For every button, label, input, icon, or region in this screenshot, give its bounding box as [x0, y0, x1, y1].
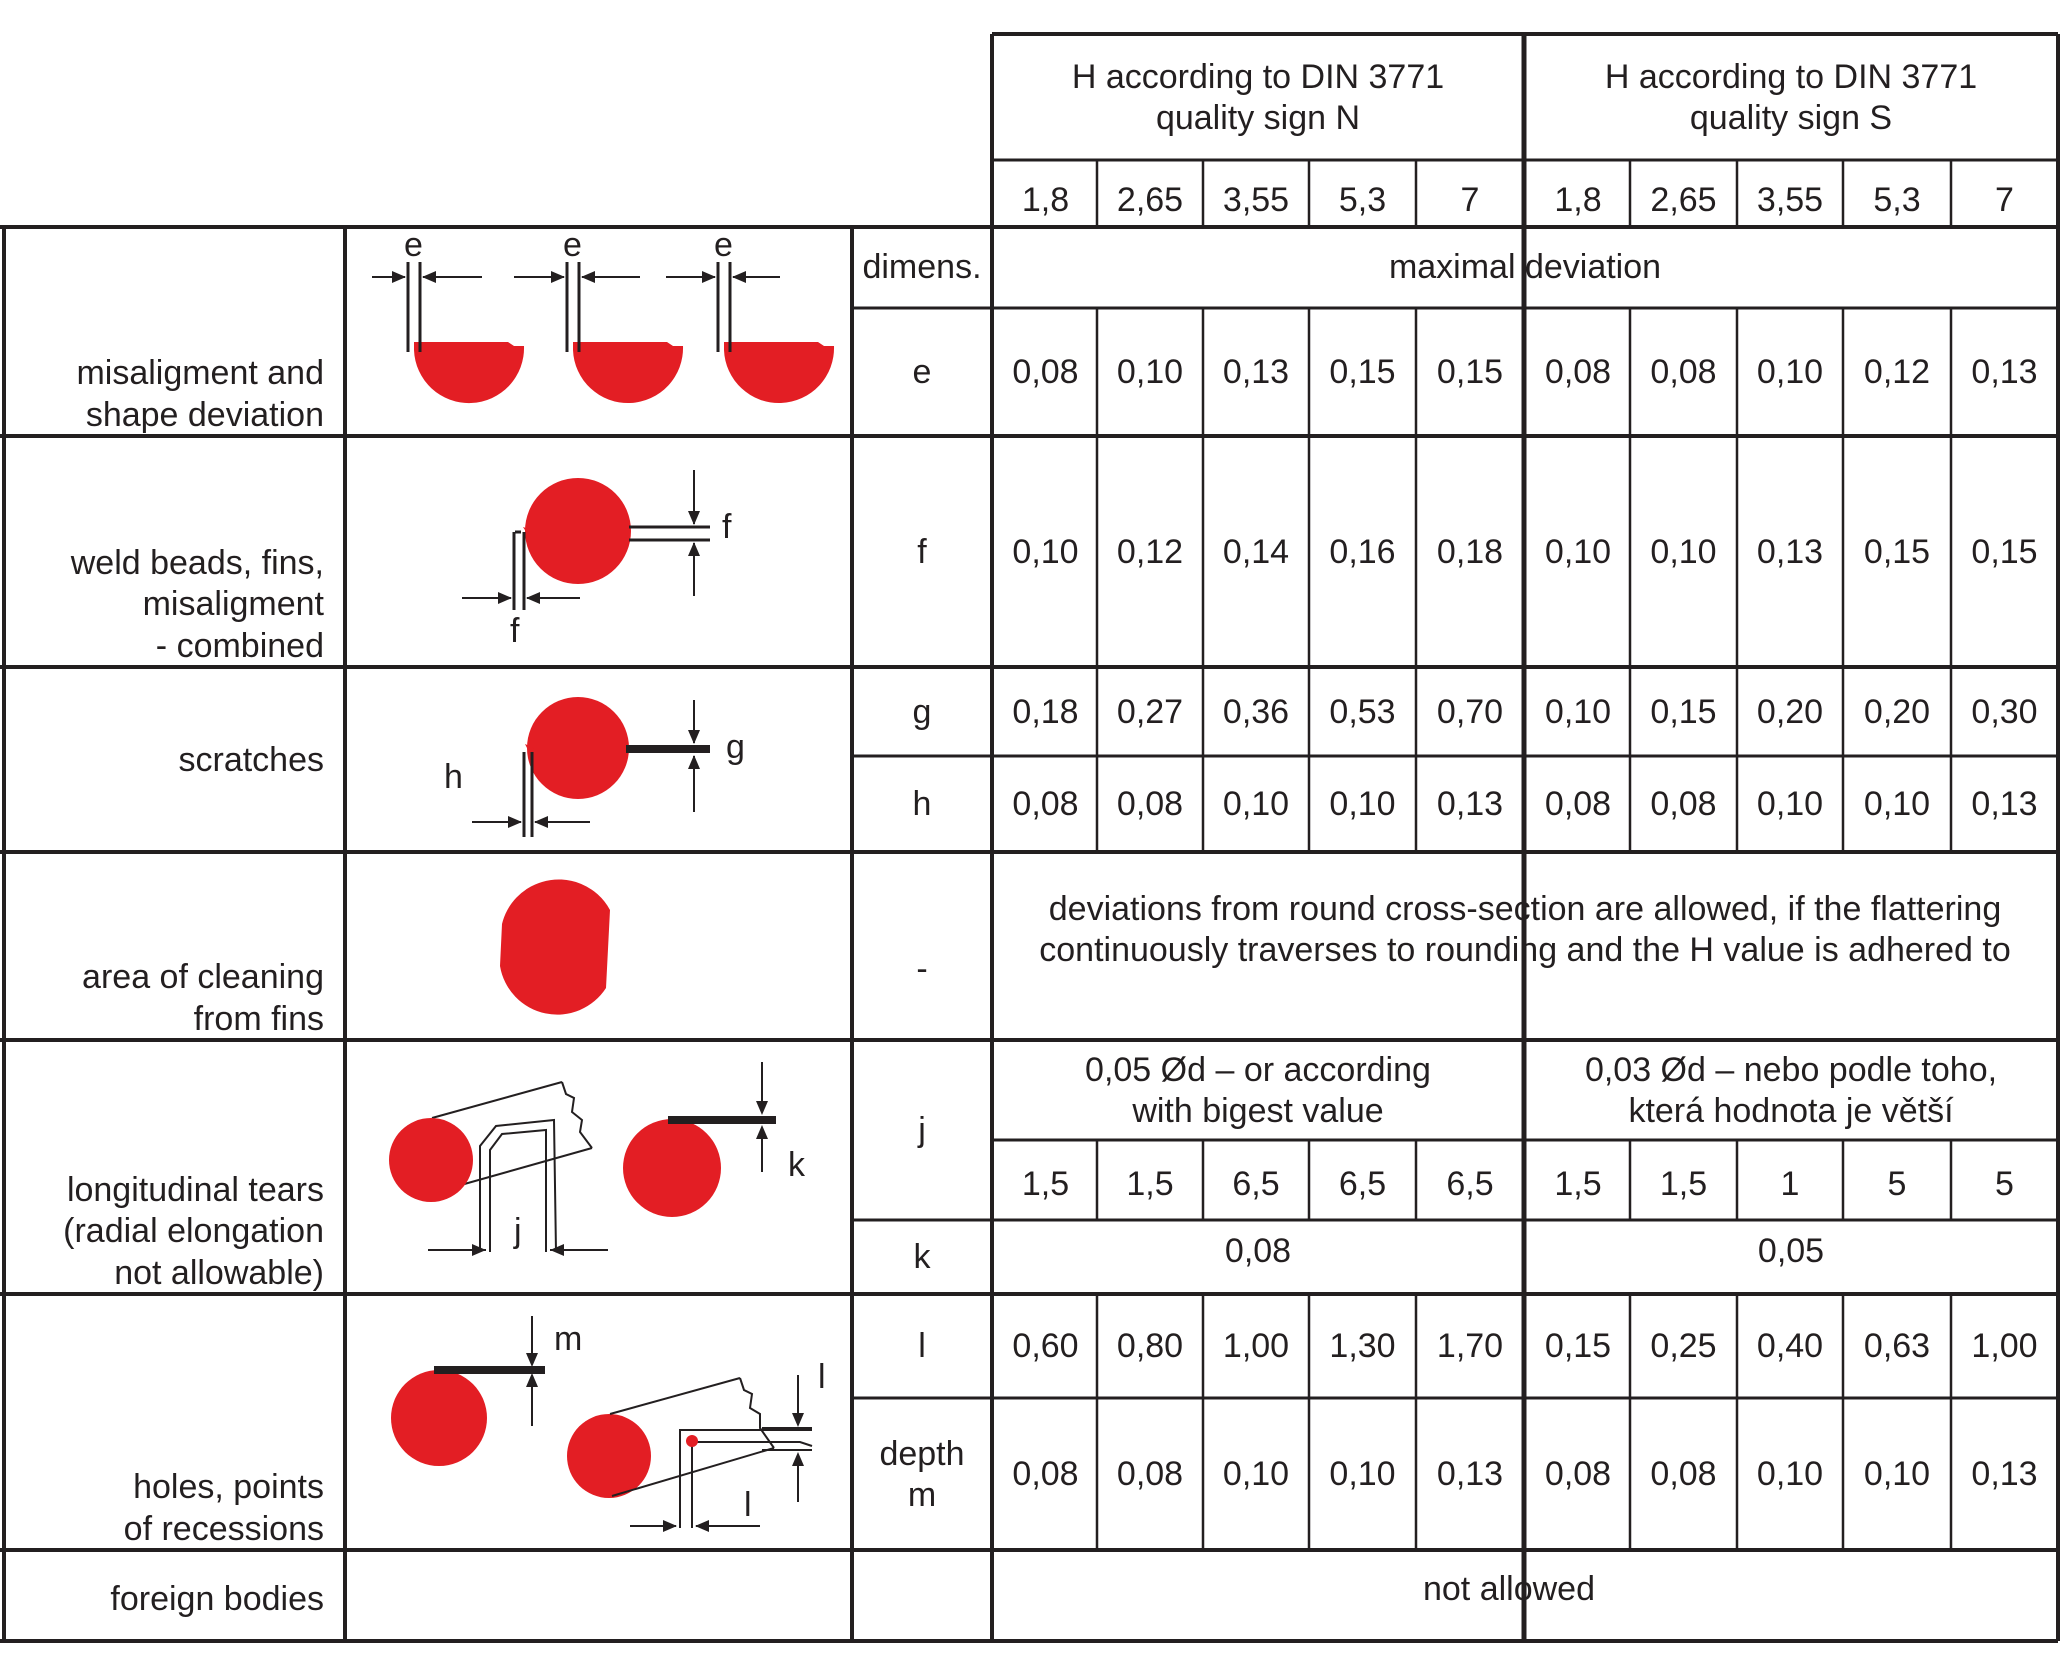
- size-n-1: 1,8: [1021, 181, 1070, 220]
- row-cleaning-label-line2: from fins: [193, 999, 324, 1038]
- cell-j-s-4: 5: [1887, 1165, 1907, 1204]
- size-s-4: 5,3: [1873, 181, 1921, 220]
- cell-depth-n-5: 0,13: [1436, 1455, 1504, 1494]
- symbol-l-2: l: [744, 1486, 752, 1524]
- dim-g: g: [912, 692, 932, 731]
- misalignment-diagram: [414, 342, 834, 403]
- cell-g-s-1: 0,10: [1544, 692, 1612, 731]
- cell-h-n-4: 0,10: [1329, 785, 1396, 824]
- cell-f-n-2: 0,12: [1116, 532, 1184, 571]
- row-tears-label: [6, 1042, 324, 1294]
- cell-j-n-3: 6,5: [1232, 1165, 1280, 1204]
- cell-l-n-1: 0,60: [1012, 1327, 1079, 1366]
- cell-e-n-1: 0,08: [1012, 353, 1079, 392]
- cell-j-n-2: 1,5: [1126, 1165, 1174, 1204]
- cell-j-s-2: 1,5: [1659, 1165, 1708, 1204]
- row-misalignment-label-line1: misaligment and: [76, 354, 324, 393]
- row-weld-label: [6, 438, 324, 667]
- symbol-h: h: [444, 758, 463, 796]
- cell-f-n-4: 0,16: [1329, 532, 1396, 571]
- cell-l-s-2: 0,25: [1650, 1327, 1717, 1366]
- dim-dash: -: [916, 950, 928, 989]
- cell-f-n-3: 0,14: [1222, 532, 1290, 571]
- cell-depth-s-1: 0,08: [1544, 1455, 1612, 1494]
- header-quality-s-line1: H according to DIN 3771: [1604, 57, 1978, 96]
- cell-e-n-3: 0,13: [1222, 353, 1290, 392]
- cell-h-n-1: 0,08: [1012, 785, 1079, 824]
- symbol-e-1: e: [404, 226, 423, 264]
- dim-j: j: [918, 1111, 926, 1150]
- header-quality-n: [994, 48, 1522, 148]
- size-n-5: 7: [1460, 181, 1480, 220]
- row-cleaning-label: [6, 854, 324, 1040]
- cell-e-n-2: 0,10: [1116, 353, 1184, 392]
- cell-h-s-1: 0,08: [1544, 785, 1612, 824]
- row-holes-label-line1: holes, points: [133, 1468, 324, 1507]
- symbol-e-2: e: [563, 226, 582, 264]
- j-text-n: [994, 1042, 1522, 1140]
- j-text-s-line2: která hodnota je větší: [1628, 1092, 1954, 1130]
- cell-f-s-4: 0,15: [1863, 532, 1931, 571]
- cell-depth-n-4: 0,10: [1329, 1455, 1396, 1494]
- cell-l-n-2: 0,80: [1116, 1327, 1184, 1366]
- cell-j-s-3: 1: [1780, 1165, 1800, 1204]
- k-value-s: 0,05: [1757, 1232, 1825, 1271]
- cell-g-s-3: 0,20: [1756, 692, 1824, 731]
- symbol-f-2: f: [510, 612, 520, 650]
- row-holes-label-line2: of recessions: [123, 1509, 324, 1548]
- cell-depth-s-2: 0,08: [1650, 1455, 1717, 1494]
- k-value-n: 0,08: [1224, 1232, 1292, 1271]
- row-weld-label-line2: misaligment: [142, 585, 324, 624]
- cell-l-n-4: 1,30: [1329, 1327, 1396, 1366]
- symbol-m: m: [554, 1320, 583, 1358]
- size-s-2: 2,65: [1650, 181, 1717, 220]
- cell-g-n-1: 0,18: [1012, 692, 1079, 731]
- cell-l-s-3: 0,40: [1756, 1327, 1824, 1366]
- size-n-2: 2,65: [1116, 181, 1184, 220]
- row-foreign-label: foreign bodies: [110, 1580, 324, 1619]
- symbol-j: j: [514, 1212, 522, 1250]
- cell-f-n-5: 0,18: [1436, 532, 1504, 571]
- cell-g-s-4: 0,20: [1863, 692, 1931, 731]
- cell-g-s-2: 0,15: [1650, 692, 1717, 731]
- dim-depth-line2: m: [907, 1476, 937, 1514]
- cell-h-n-3: 0,10: [1222, 785, 1290, 824]
- row-tears-label-line1: longitudinal tears: [66, 1170, 324, 1209]
- cell-f-s-2: 0,10: [1650, 532, 1717, 571]
- cell-e-s-4: 0,12: [1863, 353, 1931, 392]
- j-text-n-line2: with bigest value: [1132, 1092, 1384, 1130]
- symbol-l-1: l: [818, 1358, 826, 1396]
- symbol-e-3: e: [714, 226, 733, 264]
- cell-l-n-5: 1,70: [1436, 1327, 1504, 1366]
- cell-j-n-1: 1,5: [1021, 1165, 1070, 1204]
- cleaning-text-line2: continuously traverses to rounding and the H value is adhered to: [1039, 931, 2011, 969]
- cell-h-s-2: 0,08: [1650, 785, 1717, 824]
- dim-depth-line1: depth: [879, 1434, 965, 1473]
- cell-depth-s-3: 0,10: [1756, 1455, 1824, 1494]
- cell-l-n-3: 1,00: [1222, 1327, 1290, 1366]
- dim-e: e: [912, 353, 932, 392]
- dim-k: k: [913, 1238, 931, 1277]
- row-misalignment-label: [6, 229, 324, 436]
- size-n-4: 5,3: [1338, 181, 1387, 220]
- cell-g-n-4: 0,53: [1329, 692, 1396, 731]
- dim-l: l: [918, 1327, 926, 1366]
- cell-j-s-1: 1,5: [1554, 1165, 1602, 1204]
- cell-e-s-3: 0,10: [1756, 353, 1824, 392]
- foreign-text: not allowed: [1422, 1570, 1595, 1609]
- row-scratches-label: scratches: [178, 740, 324, 779]
- size-s-1: 1,8: [1554, 181, 1602, 220]
- dim-depth: [852, 1400, 992, 1550]
- size-n-3: 3,55: [1222, 181, 1290, 220]
- cleaning-text: [994, 880, 2056, 980]
- cell-f-s-5: 0,15: [1971, 532, 2038, 571]
- cell-g-n-2: 0,27: [1116, 692, 1184, 731]
- cell-e-n-5: 0,15: [1436, 353, 1504, 392]
- cell-l-s-5: 1,00: [1971, 1327, 2038, 1366]
- cell-depth-s-5: 0,13: [1971, 1455, 2038, 1494]
- cleaning-text-line1: deviations from round cross-section are allowed, if the flattering: [1048, 889, 2002, 928]
- cell-h-n-2: 0,08: [1116, 785, 1184, 824]
- size-s-3: 3,55: [1756, 181, 1824, 220]
- header-quality-n-line2: quality sign N: [1155, 99, 1361, 137]
- row-tears-label-line2: (radial elongation: [63, 1212, 324, 1251]
- cell-e-n-4: 0,15: [1329, 353, 1396, 392]
- cell-j-s-5: 5: [1995, 1165, 2014, 1204]
- cell-f-n-1: 0,10: [1012, 532, 1079, 571]
- row-holes-label: [6, 1296, 324, 1550]
- row-tears-label-line3: not allowable): [114, 1253, 324, 1292]
- cell-l-s-4: 0,63: [1863, 1327, 1931, 1366]
- j-text-s-line1: 0,03 Ød – nebo podle toho,: [1584, 1050, 1998, 1089]
- symbol-g: g: [726, 728, 745, 766]
- row-misalignment-label-line2: shape deviation: [85, 395, 324, 434]
- header-quality-n-line1: H according to DIN 3771: [1071, 57, 1445, 96]
- dimens-label: dimens.: [862, 248, 982, 287]
- row-weld-label-line1: weld beads, fins,: [70, 543, 324, 582]
- cell-f-s-3: 0,13: [1756, 532, 1824, 571]
- dim-h: h: [912, 785, 932, 824]
- symbol-k: k: [788, 1146, 805, 1184]
- maximal-deviation-label: maximal deviation: [1388, 248, 1662, 287]
- row-cleaning-label-line1: area of cleaning: [82, 958, 324, 997]
- header-quality-s: [1526, 48, 2056, 148]
- cell-depth-s-4: 0,10: [1863, 1455, 1931, 1494]
- cell-j-n-4: 6,5: [1338, 1165, 1387, 1204]
- symbol-f-1: f: [722, 508, 732, 546]
- size-s-5: 7: [1995, 181, 2014, 220]
- cell-g-n-3: 0,36: [1222, 692, 1290, 731]
- cell-depth-n-1: 0,08: [1012, 1455, 1079, 1494]
- dim-f: f: [917, 532, 927, 571]
- cell-f-s-1: 0,10: [1544, 532, 1612, 571]
- cell-h-s-4: 0,10: [1863, 785, 1931, 824]
- cell-h-n-5: 0,13: [1436, 785, 1504, 824]
- cell-j-n-5: 6,5: [1446, 1165, 1494, 1204]
- cell-g-s-5: 0,30: [1971, 692, 2038, 731]
- cell-h-s-5: 0,13: [1971, 785, 2038, 824]
- cell-g-n-5: 0,70: [1436, 692, 1504, 731]
- cell-e-s-2: 0,08: [1650, 353, 1717, 392]
- j-text-n-line1: 0,05 Ød – or according: [1085, 1050, 1431, 1089]
- cell-depth-n-3: 0,10: [1222, 1455, 1290, 1494]
- cell-e-s-5: 0,13: [1971, 353, 2038, 392]
- cell-depth-n-2: 0,08: [1116, 1455, 1184, 1494]
- j-text-s: [1526, 1042, 2056, 1140]
- header-quality-s-line2: quality sign S: [1689, 99, 1893, 137]
- cell-h-s-3: 0,10: [1756, 785, 1824, 824]
- cell-e-s-1: 0,08: [1544, 353, 1612, 392]
- cell-l-s-1: 0,15: [1544, 1327, 1612, 1366]
- row-weld-label-line3: - combined: [155, 626, 324, 665]
